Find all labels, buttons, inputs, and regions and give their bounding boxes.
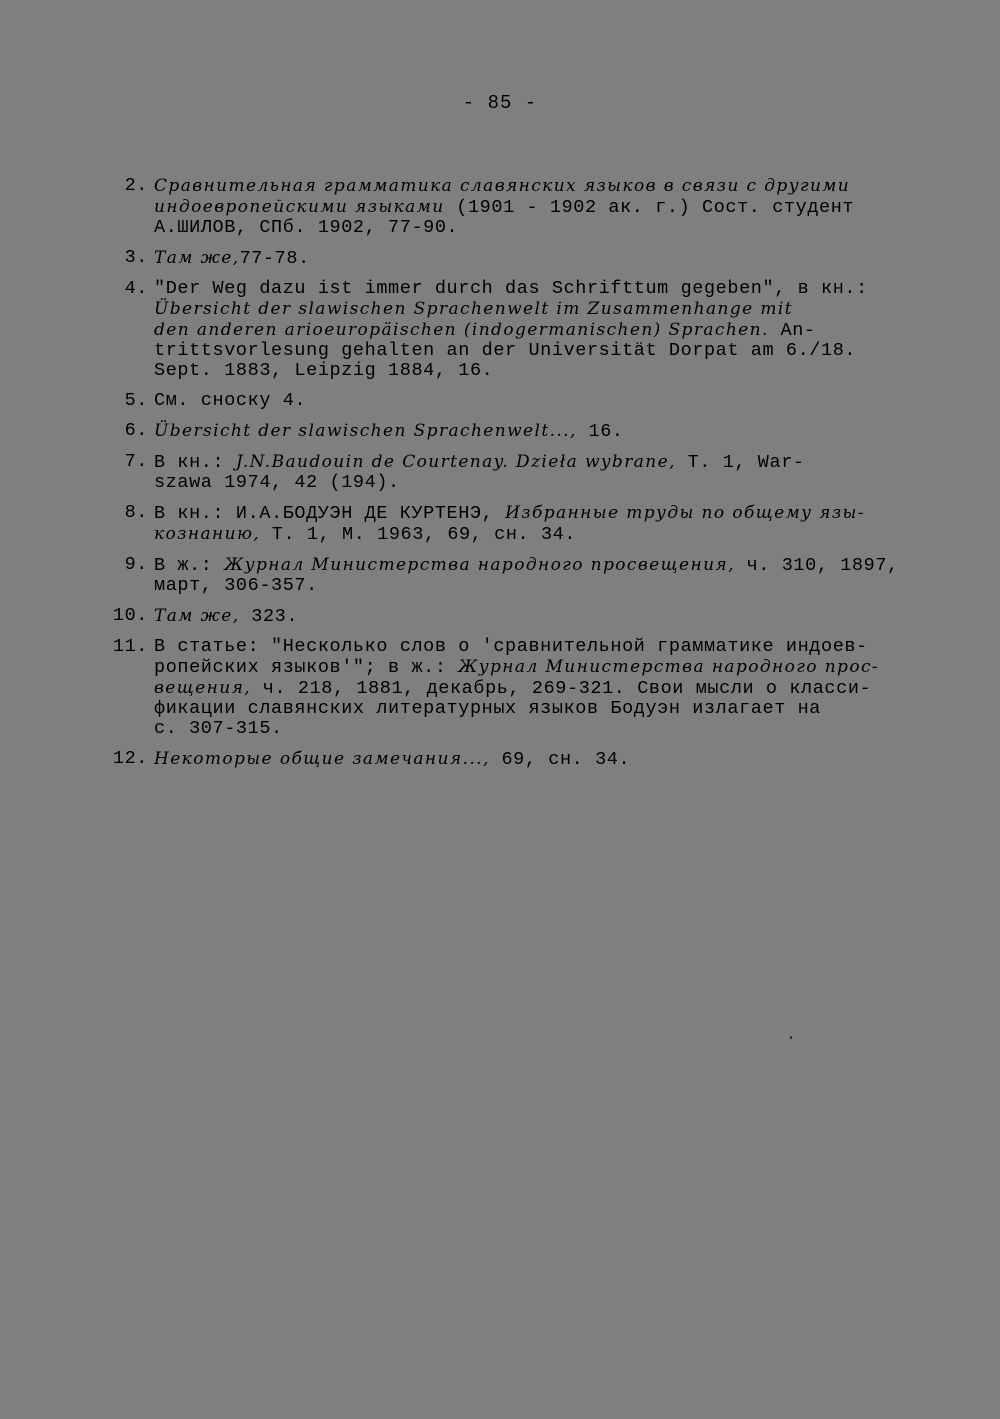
- citation-text: Т. 1, War-: [675, 452, 805, 473]
- footnote-line: [154, 657, 900, 678]
- footnote-line: [154, 361, 900, 381]
- citation-text: 16.: [576, 421, 624, 442]
- citation-text: См. сноску 4.: [154, 390, 307, 411]
- footnote-line: [154, 719, 900, 739]
- footnote-item: [100, 606, 900, 627]
- footnote-line: [154, 421, 900, 442]
- footnote-line: [154, 176, 900, 197]
- citation-text: (1901 - 1902 ак. г.) Сост. студент: [444, 197, 855, 218]
- footnote-item: [100, 503, 900, 545]
- footnote-line: [154, 391, 900, 411]
- footnote-number: [100, 503, 148, 545]
- footnote-text: [148, 606, 900, 627]
- footnote-line: [154, 555, 900, 576]
- footnote-number-text: 8.: [124, 502, 148, 523]
- footnote-line: [154, 279, 900, 299]
- italic-title: Некоторые общие замечания...,: [154, 749, 490, 769]
- footnote-number: [100, 279, 148, 381]
- citation-text: А.ШИЛОВ, СПб. 1902, 77-90.: [154, 217, 459, 238]
- footnote-text: [148, 279, 900, 381]
- footnote-item: [100, 248, 900, 269]
- italic-title: индоевропейскими языками: [154, 197, 445, 217]
- citation-text: Т. 1, М. 1963, 69, сн. 34.: [260, 524, 577, 545]
- footnote-text: [148, 637, 900, 739]
- footnote-number-text: 4.: [124, 278, 148, 299]
- footnote-text: [148, 391, 900, 411]
- italic-title: вещения,: [154, 678, 252, 698]
- citation-text: ч. 310, 1897,: [734, 555, 899, 576]
- footnote-line: [154, 576, 900, 596]
- footnote-line: [154, 341, 900, 361]
- footnote-number-text: 6.: [124, 420, 148, 441]
- citation-text: 77-78.: [239, 248, 310, 269]
- footnote-number: [100, 176, 148, 238]
- italic-title: den anderen arioeuropäischen (indogermanischen) Sprachen.: [154, 320, 769, 340]
- footnote-number: [100, 606, 148, 627]
- footnote-text: [148, 452, 900, 493]
- italic-title: Избранные труды по общему язы-: [505, 503, 865, 523]
- italic-title: Там же,: [154, 606, 240, 626]
- footnote-item: [100, 391, 900, 411]
- citation-text: ропейских языков'"; в ж.:: [154, 657, 459, 678]
- footnote-number: [100, 452, 148, 493]
- footnote-number: [100, 391, 148, 411]
- citation-text: В кн.: И.А.БОДУЭН ДЕ КУРТЕНЭ,: [154, 503, 506, 524]
- citation-text: 323.: [239, 606, 299, 627]
- footnote-number: [100, 749, 148, 770]
- italic-title: кознанию,: [154, 524, 261, 544]
- footnotes-list: [100, 176, 900, 780]
- footnote-number-text: 9.: [124, 554, 148, 575]
- scan-speck: [790, 1036, 792, 1039]
- footnote-number: [100, 421, 148, 442]
- footnote-text: [148, 421, 900, 442]
- footnote-item: [100, 421, 900, 442]
- footnote-number-text: 12.: [112, 748, 148, 769]
- citation-text: trittsvorlesung gehalten an der Universität Dorpat am 6./18.: [154, 340, 857, 361]
- italic-title: J.N.Baudouin de Courtenay. Dzieła wybrane,: [235, 452, 676, 472]
- citation-text: An-: [768, 320, 816, 341]
- citation-text: В кн.:: [154, 452, 236, 473]
- citation-text: Sept. 1883, Leipzig 1884, 16.: [154, 360, 494, 381]
- footnote-line: [154, 197, 900, 218]
- footnote-item: [100, 637, 900, 739]
- footnote-line: [154, 637, 900, 657]
- footnote-line: [154, 218, 900, 238]
- footnote-line: [154, 606, 900, 627]
- footnote-number-text: 7.: [124, 451, 148, 472]
- italic-title: Übersicht der slawischen Sprachenwelt im Zusammenhange mit: [154, 299, 793, 319]
- footnote-line: [154, 678, 900, 699]
- footnote-text: [148, 555, 900, 596]
- footnote-line: [154, 452, 900, 473]
- footnote-text: [148, 749, 900, 770]
- italic-title: Журнал Министерства народного просвещения,: [224, 555, 735, 575]
- footnote-line: [154, 503, 900, 524]
- citation-text: szawa 1974, 42 (194).: [154, 472, 400, 493]
- citation-text: март, 306-357.: [154, 575, 318, 596]
- citation-text: ч. 218, 1881, декабрь, 269-321. Свои мысли о класси-: [251, 678, 872, 699]
- citation-text: "Der Weg dazu ist immer durch das Schrifttum gegeben", в кн.:: [154, 278, 868, 299]
- footnote-text: [148, 248, 900, 269]
- footnote-item: [100, 749, 900, 770]
- footnote-line: [154, 320, 900, 341]
- footnote-number-text: 11.: [112, 636, 148, 657]
- footnote-item: [100, 279, 900, 381]
- citation-text: фикации славянских литературных языков Бодуэн излагает на: [154, 698, 822, 719]
- citation-text: В ж.:: [154, 555, 225, 576]
- citation-text: 69, сн. 34.: [489, 749, 631, 770]
- footnote-line: [154, 248, 900, 269]
- footnote-line: [154, 473, 900, 493]
- footnote-item: [100, 176, 900, 238]
- footnote-number: [100, 555, 148, 596]
- footnote-number-text: 2.: [124, 175, 148, 196]
- footnote-number: [100, 248, 148, 269]
- footnote-item: [100, 452, 900, 493]
- footnote-line: [154, 699, 900, 719]
- page-number: - 85 -: [462, 92, 538, 114]
- footnote-number-text: 5.: [124, 390, 148, 411]
- citation-text: с. 307-315.: [154, 718, 283, 739]
- footnote-number: [100, 637, 148, 739]
- citation-text: В статье: "Несколько слов о 'сравнительной грамматике индоев-: [154, 636, 868, 657]
- footnote-line: [154, 299, 900, 320]
- italic-title: Сравнительная грамматика славянских языков в связи с другими: [154, 176, 851, 196]
- footnote-text: [148, 176, 900, 238]
- footnote-text: [148, 503, 900, 545]
- italic-title: Журнал Министерства народного прос-: [458, 657, 880, 677]
- footnote-line: [154, 749, 900, 770]
- italic-title: Там же,: [154, 248, 240, 268]
- footnote-item: [100, 555, 900, 596]
- footnote-number-text: 3.: [124, 247, 148, 268]
- footnote-number-text: 10.: [112, 605, 148, 626]
- footnote-line: [154, 524, 900, 545]
- italic-title: Übersicht der slawischen Sprachenwelt...,: [154, 421, 577, 441]
